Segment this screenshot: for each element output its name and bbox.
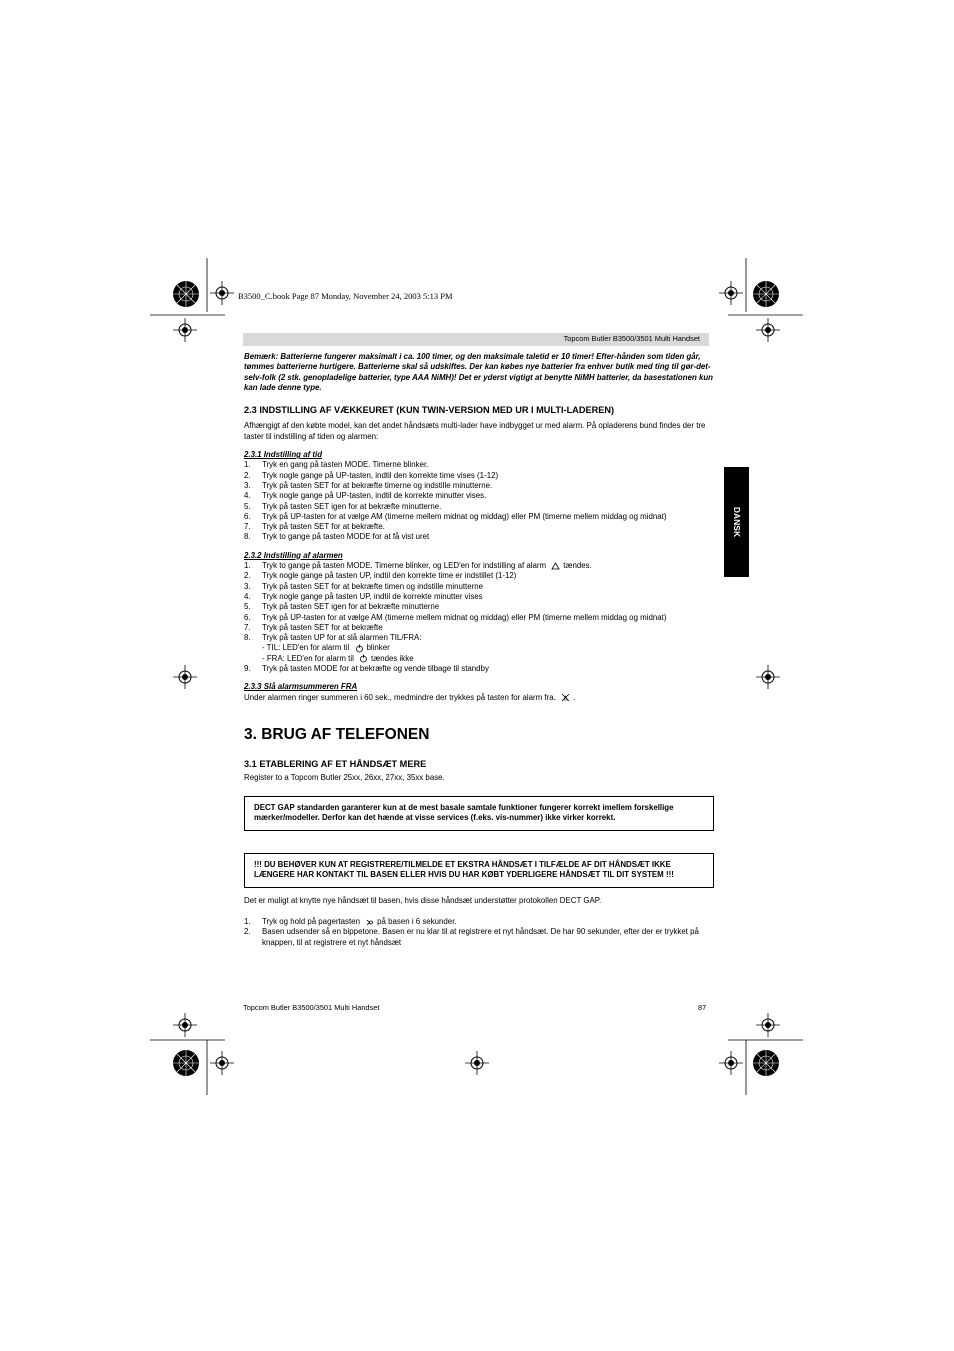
- alarm-led-icon: [355, 644, 364, 653]
- alarm-off-icon: [561, 693, 570, 702]
- subsection-2-3-3-title: 2.3.3 Slå alarmsummeren FRA: [244, 682, 358, 692]
- section-2-3-intro: Afhængigt af den købte model, kan det andet håndsæts multi-lader have indbygget ur med alarm. På opladerens bund findes der tre taster til indstilling af tiden og alarmen:: [244, 421, 706, 441]
- list-item: 6. Tryk på UP-tasten for at vælge AM (timerne mellem midnat og middag) eller PM (timerne mellem middag og midnat): [244, 612, 667, 622]
- subsection-2-3-2-title: 2.3.2 Indstilling af alarmen: [244, 550, 343, 560]
- alarm-off-line: - FRA: LED'en for alarm til tændes ikke: [262, 653, 414, 663]
- alarm-off-text: Under alarmen ringer summeren i 60 sek., medmindre der trykkes på tasten for alarm fra. .: [244, 692, 576, 702]
- list-item: 1. Tryk to gange på tasten MODE. Timerne blinker, og LED'en for indstilling af alarm tændes.: [244, 561, 592, 571]
- time-setting-steps: [244, 460, 714, 542]
- list-item: 4. Tryk nogle gange på tasten UP, indtil de korrekte minutter vises: [244, 591, 483, 601]
- list-item: 2. Tryk nogle gange på UP-tasten, indtil den korrekte time vises (1-12): [244, 470, 499, 480]
- dect-gap-notice: DECT GAP standarden garanterer kun at de mest basale samtale funktioner fungerer korrekt imellem forskellige mærker/modeller. Derfor kan det hænde at visse services (f.eks. vis-nummer) ikke virker korrekt.: [244, 796, 714, 831]
- language-tab-label: DANSK: [731, 506, 742, 538]
- battery-note: Bemærk: Batterierne fungerer maksimalt i ca. 100 timer, og den maksimale taletid er 10 timer! Efter-hånden som tiden går, tømmes batterierne hurtigere. Batterierne skal så udskiftes. Der kan købes nye batterier fra enhver butik med ting til gør-det-selv-folk (2 stk. genopladelige batterier, type AAA NiMH)! Det er yderst vigtigt at benytte NiMH batterier, da basestationen kun kan lade denne type.: [244, 352, 714, 392]
- subsection-2-3-1-title: 2.3.1 Indstilling af tid: [244, 450, 323, 460]
- list-item: 7. Tryk på tasten SET for at bekræfte: [244, 622, 383, 632]
- registration-paragraph: Det er muligt at knytte nye håndsæt til basen, hvis disse håndsæt understøtter protokollen DECT GAP.: [244, 895, 602, 905]
- running-header: [243, 333, 709, 346]
- list-item: 6. Tryk på UP-tasten for at vælge AM (timerne mellem midnat og middag) eller PM (timerne mellem middag og midnat): [244, 511, 667, 521]
- print-info: B3500_C.book Page 87 Monday, November 24, 2003 5:13 PM: [238, 291, 453, 301]
- alarm-setting-steps: [244, 561, 714, 674]
- running-title: Topcom Butler B3500/3501 Multi Handset: [563, 334, 700, 343]
- alarm-bell-icon: [551, 562, 560, 570]
- footer-title: Topcom Butler B3500/3501 Multi Handset: [243, 1003, 380, 1012]
- registration-steps: [244, 917, 714, 948]
- section-2-3-title: 2.3 INDSTILLING AF VÆKKEURET (KUN TWIN-VERSION MED UR I MULTI-LADEREN): [244, 405, 615, 416]
- list-item: 2. Tryk nogle gange på tasten UP, indtil den korrekte time er indstillet (1-12): [244, 571, 517, 581]
- list-item: 9. Tryk på tasten MODE for at bekræfte og vende tilbage til standby: [244, 664, 489, 674]
- alarm-on-line: - TIL: LED'en for alarm til blinker: [262, 643, 390, 653]
- list-item: 8. Tryk to gange på tasten MODE for at få vist uret: [244, 532, 430, 542]
- list-item: 3. Tryk på tasten SET for at bekræfte timen og indstille minutterne: [244, 581, 484, 591]
- language-tab: [724, 467, 749, 577]
- pager-icon: [365, 918, 374, 927]
- section-3-1-intro: Register to a Topcom Butler 25xx, 26xx, 27xx, 35xx base.: [244, 773, 445, 783]
- list-item: 4. Tryk nogle gange på UP-tasten, indtil de korrekte minutter vises.: [244, 491, 487, 501]
- alarm-led-icon: [359, 654, 368, 663]
- page-content: [244, 352, 714, 948]
- registration-warning: !!! DU BEHØVER KUN AT REGISTRERE/TILMELDE ET EKSTRA HÅNDSÆT I TILFÆLDE AF DIT HÅNDSÆT IKKE LÆNGERE HAR KONTAKT TIL BASEN ELLER HVIS DU HAR KØBT YDERLIGERE HÅNDSÆT TIL DIT SYSTEM !!!: [244, 853, 714, 888]
- list-item: 7. Tryk på tasten SET for at bekræfte.: [244, 522, 385, 532]
- list-item: 8. Tryk på tasten UP for at slå alarmen TIL/FRA:: [244, 633, 422, 643]
- list-item: 1. Tryk og hold på pagertasten på basen i 6 sekunder.: [244, 917, 457, 927]
- page-number: 87: [698, 1003, 707, 1012]
- list-item: 3. Tryk på tasten SET for at bekræfte timerne og indstille minutterne.: [244, 480, 493, 490]
- section-3-1-title: 3.1 ETABLERING AF ET HÅNDSÆT MERE: [244, 758, 427, 769]
- chapter-3-title: 3. BRUG AF TELEFONEN: [244, 725, 430, 743]
- list-item: 1. Tryk en gang på tasten MODE. Timerne blinker.: [244, 460, 429, 470]
- list-item: 5. Tryk på tasten SET igen for at bekræfte minutterne: [244, 602, 440, 612]
- list-item: 5. Tryk på tasten SET igen for at bekræfte minutterne.: [244, 501, 442, 511]
- list-item: 2. Basen udsender så en bippetone. Basen er nu klar til at registrere et nyt håndsæt. De har 90 sekunder, efter der er trykket på knappen, til at registrere et nyt håndsæt: [244, 927, 699, 947]
